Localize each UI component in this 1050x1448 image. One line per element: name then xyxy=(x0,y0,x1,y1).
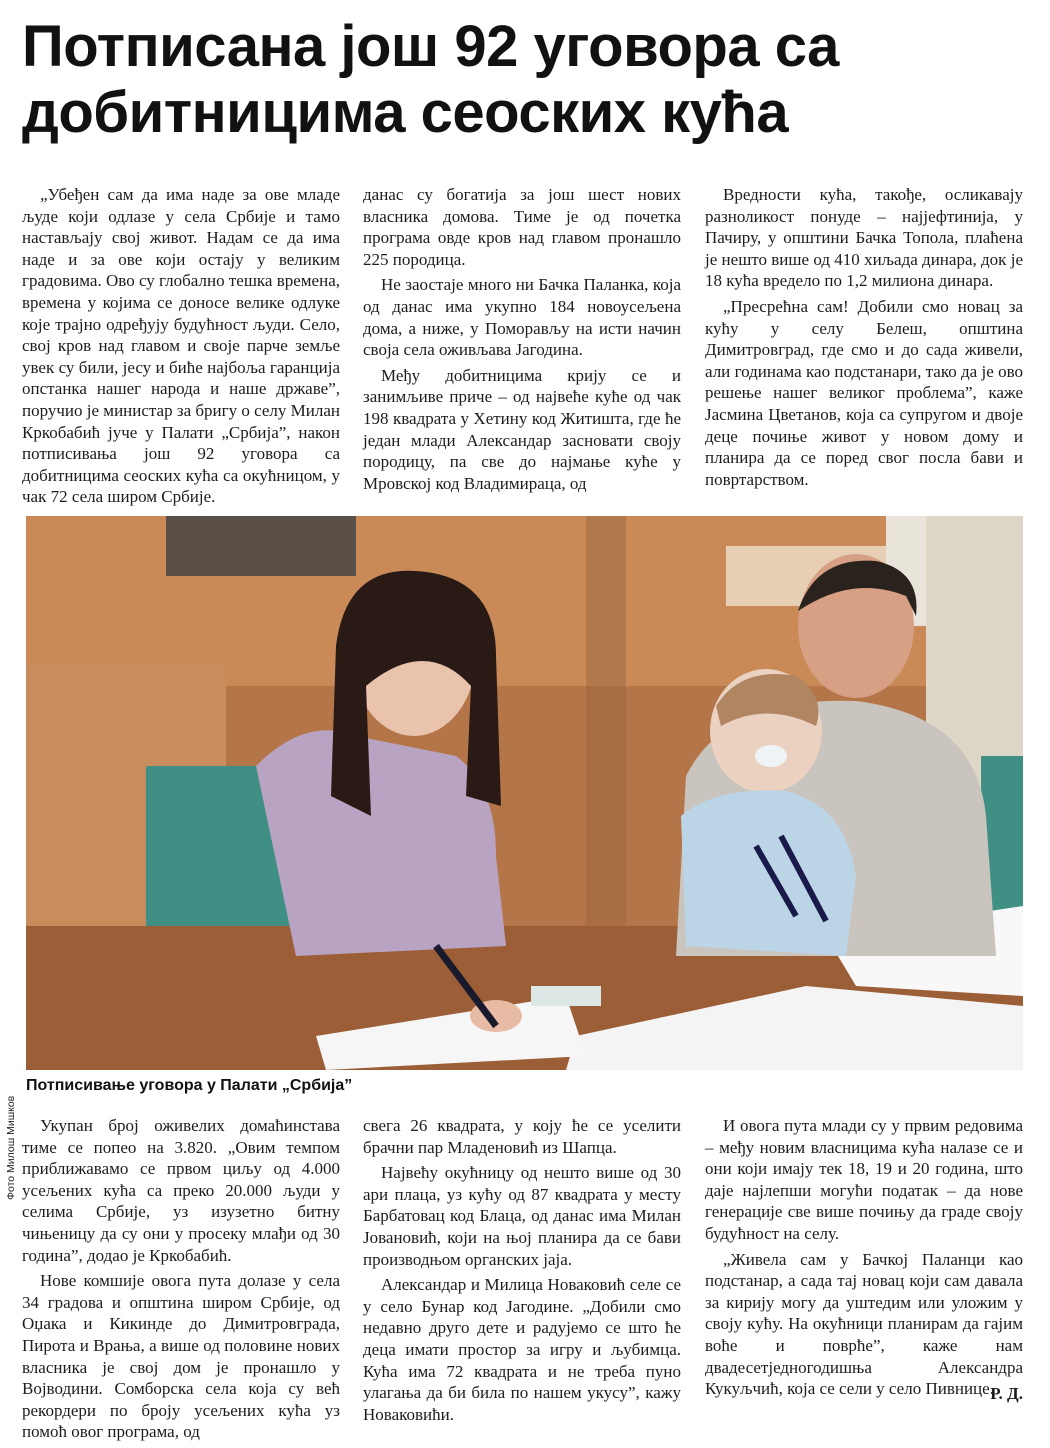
paragraph: Укупан број оживелих домаћинстава тиме се попео на 3.820. „Овим темпом приближавамо се првом циљу од 4.000 усељених кућа са преко 20.000 људи у селима Србије, уз изузетно битну чињеницу да су они у просеку млађи од 30 година”, додао је Кркобабић. xyxy=(22,1116,340,1265)
paragraph: Међу добитницима крију се и занимљиве приче – од највеће куће од чак 198 квадрата у Хетину код Житишта, где ће један млади Александар засновати своју породицу, па све до најмање куће у Мровској код Владимираца, од xyxy=(363,365,681,493)
photo-caption: Потписивање уговора у Палати „Србија” xyxy=(26,1077,353,1094)
paragraph: Александар и Милица Новаковић селе се у село Бунар код Јагодине. „Добили смо недавно друго дете и радујемо се што ће деца имати простор за игру и љубимца. Кућа има 72 квадрата и не треба пуно улагања да би била по нашем укусу”, кажу Новаковићи. xyxy=(363,1275,681,1424)
top-column-1 xyxy=(22,184,340,512)
bottom-column-1 xyxy=(22,1115,340,1447)
paragraph: данас су богатија за још шест нових власника домова. Тиме је од почетка програма овде кров над главом пронашло 225 породица. xyxy=(363,185,681,269)
bottom-column-2 xyxy=(363,1115,681,1429)
paragraph: Нове комшије овога пута долазе у села 34 градова и општина широм Србије, од Оџака и Кикинде до Димитровграда, Пирота и Врања, а више од половине нових власника је свој дом је пронашло у Војводини. Сомборска села која су већ рекордери по броју усељених кућа уз помоћ овог програма, од xyxy=(22,1271,340,1442)
paragraph: свега 26 квадрата, у коју ће се уселити брачни пар Младеновић из Шапца. xyxy=(363,1116,681,1157)
paragraph: „Пресрећна сам! Добили смо новац за кућу у селу Белеш, општина Димитровград, где смо и до сада живели, али годинама као подстанари, тако да је ово решење нашег великог проблема”, каже Јасмина Цветанов, која са супругом и двоје деце почиње живот у новом дому и планира да се поред свог посла бави и повртарством. xyxy=(705,296,1023,489)
photo-credit: Фото Милош Мишков xyxy=(5,1095,17,1200)
headline-line-1: Потписана још 92 уговора са xyxy=(22,14,839,79)
article-photo xyxy=(26,516,1023,1070)
paragraph: „Убеђен сам да има наде за ове младе људе који одлазе у села Србије и тамо настављају свој живот. Надам се да има наде и за ове који остају у великим градовима. Ово су глобално тешка времена, времена у којима се доносе велике одлуке које трајно одређују будућност људи. Село, свој кров над главом и своје парче земље увек су били, јесу и биће најбоља гаранција опстанка нашег народа и наше државе”, поручио је министар за бригу о селу Милан Кркобабић јуче у Палати „Србија”, након потписивања још 92 уговора са добитницима сеоских кућа са окућницом, у чак 72 села широм Србије. xyxy=(22,185,340,507)
paragraph: Не заостаје много ни Бачка Паланка, која од данас има укупно 184 новоусељена дома, а ниже, у Поморављу на исти начин своја села оживљава Јагодина. xyxy=(363,275,681,360)
paragraph: „Живела сам у Бачкој Паланци као подстанар, а сада тај новац који сам давала за кирију могу да уштедим или уложим у своју кућу. На окућници планирам да гајим воће и поврће”, каже нам двадесетједногодишња Александра Кукуљчић, која се сели у село Пивнице. xyxy=(705,1249,1023,1399)
paragraph: Највећу окућницу од нешто више од 30 ари плаца, уз кућу од 87 квадрата у месту Барбатовац код Блаца, од данас има Милан Јовановић, који на њој планира да се бави производњом органских јаја. xyxy=(363,1163,681,1269)
author-signature: Р. Д. xyxy=(990,1383,1023,1403)
headline-line-2: добитницима сеоских кућа xyxy=(22,80,789,145)
paragraph: Вредности кућа, такође, осликавају разноликост понуде – најјефтинија, у Пачиру, у општини Бачка Топола, плаћена је нешто више од 410 хиљада динара, док је 18 кућа вредело по 1,2 милиона динара. xyxy=(705,185,1023,291)
paragraph: И овога пута млади су у првим редовима – међу новим власницима кућа налазе се и они који имају тек 18, 19 и 20 година, што даје најлепши могући податак – да нове генерације све више почињу да граде своју будућност на селу. xyxy=(705,1116,1023,1243)
top-column-2 xyxy=(363,184,681,498)
bottom-column-3 xyxy=(705,1115,1023,1404)
top-column-3 xyxy=(705,184,1023,494)
article-headline xyxy=(22,14,1032,146)
